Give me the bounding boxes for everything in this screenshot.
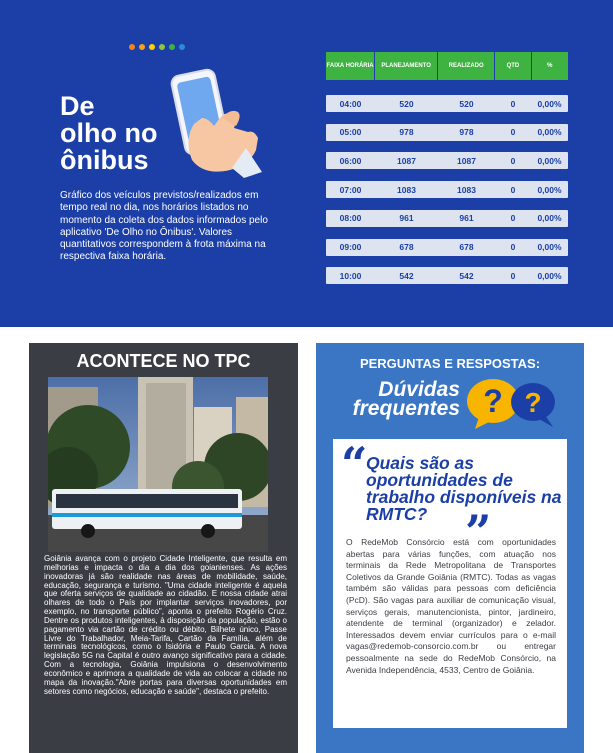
cell-realizado: 678 [459,242,474,252]
header-percent: % [532,52,568,80]
title-line-2: olho no [60,118,158,148]
cell-qtd: 0 [510,270,516,281]
cell-qtd: 0 [510,242,516,252]
faq-answer: O RedeMob Consórcio está com oportunidades abertas para várias funções, com atuação nos terminais da Rede Metropolitana de Transportes Coletivos da Grande Goiânia (RMTC). Todas as vagas também são válidas para pessoas com deficiência (PcD). São vagas para auxiliar de comunicação visual, serviços gerais, manutencionista, pintor, jardineiro, atendente de terminal (organizador) e zelador. Interessados devem enviar currículos para o e-mail vagas@redemob-consorcio.com.br ou entregar pessoalmente na sede do RedeMob Consórcio, na Avenida Independência, 4533, Centro de Goiânia. [346,537,556,675]
svg-text:?: ? [524,387,542,418]
table-header [326,52,568,80]
fleet-table [326,52,568,281]
cell-realizado: 542 [459,270,474,281]
dot-2 [139,44,145,50]
header-qtd: QTD [495,52,530,80]
cell-faixa: 09:00 [339,242,362,252]
cell-faixa: 07:00 [339,184,362,195]
cell-qtd: 0 [510,98,516,109]
cell-realizado: 520 [459,98,474,109]
faq-question: Quais são as oportunidades de trabalho disponíveis na RMTC? [366,453,562,524]
section-title [60,93,157,174]
cell-percent: 0,00% [537,155,562,166]
dot-5 [169,44,175,50]
cell-planejamento: 1083 [397,184,416,195]
faq-subtitle [340,380,460,418]
cell-percent: 0,00% [537,242,562,252]
faq-subtitle-line-1: Dúvidas [378,378,460,401]
dot-6 [179,44,185,50]
dot-4 [159,44,165,50]
open-quote-icon: “ [341,437,368,491]
header-realizado: REALIZADO [438,52,494,80]
fleet-section [0,0,613,327]
cell-faixa: 10:00 [339,270,362,281]
cell-planejamento: 678 [399,242,414,252]
cell-qtd: 0 [510,213,516,224]
faq-panel [316,343,584,753]
cell-qtd: 0 [510,184,516,195]
cell-planejamento: 520 [399,98,414,109]
cell-faixa: 04:00 [339,98,362,109]
cell-faixa: 08:00 [339,213,362,224]
title-line-3: ônibus [60,145,149,175]
table-row [326,152,568,169]
cell-realizado: 1083 [457,184,476,195]
header-planejamento: PLANEJAMENTO [375,52,437,80]
news-body: Goiânia avança com o projeto Cidade Inteligente, que resulta em melhorias e impacta o dia a dia dos goianienses. As ações inovadoras já são realidade nas áreas de mobilidade, saúde, educação, segurança e turismo. "Uma cidade inteligente é aquela que oferta serviços de qualidade ao cidadão. E nossa cidade atrai olhares de todo o País por implantar serviços inovadores, por exemplo, no transporte público", aponta o prefeito Rogério Cruz. Dentre os produtos inteligentes, à disposição da população, estão o pagamento via cartão de crédito ou débito, Bilhete único, Passe Livre do Trabalhador, Meia-Tarifa, Cartão da Família, além de terminais tecnológicos, como o Isidória e Paulo Garcia. A nova legislação 5G na Capital é outro avanço significativo para a cidade. Com a tecnologia, Goiânia impulsiona o desenvolvimento econômico e aprimora a qualidade de vida ao colocar a cidade no mapa da inovação."Abre portas para diversas oportunidades em setores como negócios, educação e saúde", destaca o prefeito. [44,554,287,696]
svg-text:?: ? [483,383,503,419]
cell-percent: 0,00% [537,184,562,195]
dot-1 [129,44,135,50]
header-faixa: FAIXA HORÁRIA [326,52,374,80]
cell-percent: 0,00% [537,270,562,281]
table-row [326,267,568,284]
cell-realizado: 978 [459,127,474,138]
cell-percent: 0,00% [537,127,562,138]
dot-3 [149,44,155,50]
cell-planejamento: 961 [399,213,414,224]
cell-realizado: 1087 [457,155,476,166]
table-row [326,181,568,198]
cell-planejamento: 1087 [397,155,416,166]
table-row [326,239,568,256]
cell-faixa: 05:00 [339,127,362,138]
title-line-1: De [60,91,95,121]
news-panel [29,343,298,753]
faq-heading: PERGUNTAS E RESPOSTAS: [359,356,541,371]
table-row [326,95,568,112]
table-row [326,210,568,227]
cell-planejamento: 978 [399,127,414,138]
faq-subtitle-line-2: frequentes [352,397,460,420]
cell-faixa: 06:00 [339,155,362,166]
city-bus-photo [48,377,268,552]
section-description: Gráfico dos veículos previstos/realizados em tempo real no dia, nos horários listados no momento da coleta dos dados informados pelo aplicativo 'De Olho no Ônibus'. Valores quantitativos correspondem à frota máxima na respectiva faixa horária. [60,190,268,263]
close-quote-icon: ” [465,505,492,559]
news-title: ACONTECE NO TPC [76,351,251,371]
decorative-dots [129,44,185,50]
table-row [326,124,568,141]
hand-phone-icon [164,68,264,178]
cell-realizado: 961 [459,213,474,224]
cell-planejamento: 542 [399,270,414,281]
cell-percent: 0,00% [537,98,562,109]
cell-qtd: 0 [510,155,516,166]
faq-card [333,439,567,728]
cell-percent: 0,00% [537,213,562,224]
cell-qtd: 0 [510,127,516,138]
question-bubbles-icon [463,377,559,429]
